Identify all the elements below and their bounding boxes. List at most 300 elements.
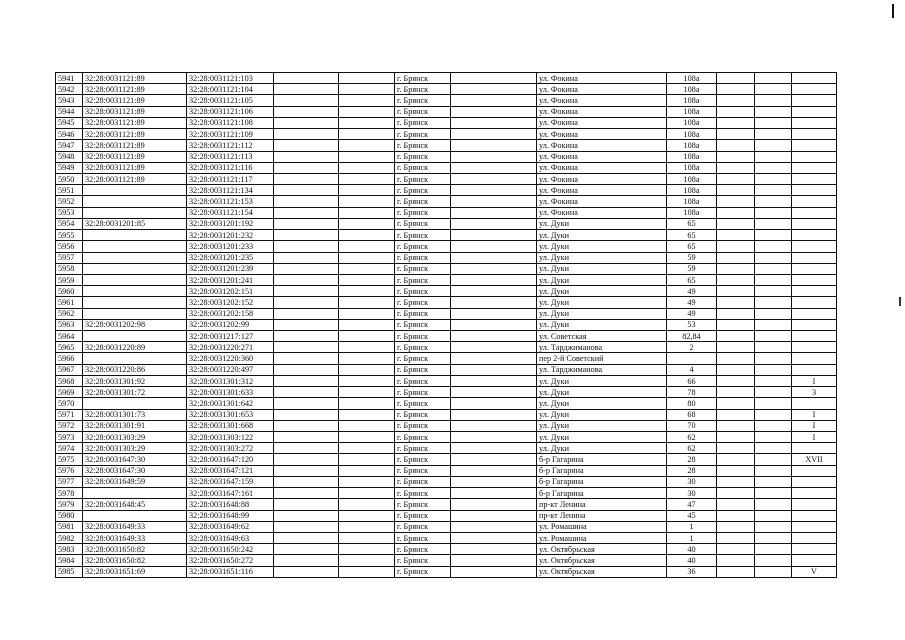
cadastral-number: 32:28:0031647:161: [187, 488, 274, 499]
empty-cell: [339, 185, 395, 196]
table-row: [56, 409, 837, 420]
empty-cell: [755, 117, 792, 128]
city-cell: г. Брянск: [395, 207, 451, 218]
house-number-cell: 49: [667, 297, 717, 308]
house-number-cell: 108а: [667, 73, 717, 84]
empty-cell: [717, 532, 755, 543]
parent-cadastral-number: 32:28:0031301:73: [83, 409, 187, 420]
street-cell: ул. Дуки: [537, 375, 667, 386]
empty-cell: [274, 375, 339, 386]
empty-cell: [755, 286, 792, 297]
parent-cadastral-number: [83, 331, 187, 342]
room-number-cell: [792, 218, 837, 229]
room-number-cell: [792, 510, 837, 521]
table-row: [56, 140, 837, 151]
empty-cell: [755, 375, 792, 386]
room-number-cell: [792, 73, 837, 84]
empty-cell: [755, 364, 792, 375]
empty-cell: [717, 207, 755, 218]
empty-cell: [451, 73, 537, 84]
empty-cell: [339, 319, 395, 330]
house-number-cell: 4: [667, 364, 717, 375]
empty-cell: [717, 297, 755, 308]
house-number-cell: [667, 353, 717, 364]
house-number-cell: 59: [667, 263, 717, 274]
empty-cell: [717, 409, 755, 420]
empty-cell: [339, 364, 395, 375]
street-cell: ул. Дуки: [537, 432, 667, 443]
parent-cadastral-number: 32:28:0031301:92: [83, 375, 187, 386]
empty-cell: [451, 95, 537, 106]
cadastral-number: 32:28:0031121:103: [187, 73, 274, 84]
table-row: [56, 274, 837, 285]
table-row: [56, 387, 837, 398]
empty-cell: [274, 409, 339, 420]
house-number-cell: 108а: [667, 117, 717, 128]
room-number-cell: [792, 263, 837, 274]
cadastral-number: 32:28:0031301:642: [187, 398, 274, 409]
empty-cell: [755, 342, 792, 353]
empty-cell: [274, 140, 339, 151]
empty-cell: [451, 263, 537, 274]
street-cell: ул. Дуки: [537, 286, 667, 297]
empty-cell: [755, 162, 792, 173]
cadastral-number: 32:28:0031220:360: [187, 353, 274, 364]
street-cell: б-р Гагарина: [537, 465, 667, 476]
room-number-cell: I: [792, 420, 837, 431]
street-cell: ул. Фокина: [537, 151, 667, 162]
empty-cell: [274, 364, 339, 375]
city-cell: г. Брянск: [395, 420, 451, 431]
empty-cell: [451, 319, 537, 330]
parent-cadastral-number: [83, 207, 187, 218]
parent-cadastral-number: 32:28:0031201:85: [83, 218, 187, 229]
table-row: [56, 297, 837, 308]
empty-cell: [717, 566, 755, 577]
empty-cell: [755, 151, 792, 162]
room-number-cell: [792, 331, 837, 342]
empty-cell: [339, 420, 395, 431]
city-cell: г. Брянск: [395, 106, 451, 117]
record-number: 5950: [56, 173, 83, 184]
empty-cell: [274, 196, 339, 207]
street-cell: ул. Фокина: [537, 73, 667, 84]
city-cell: г. Брянск: [395, 532, 451, 543]
table-row: [56, 319, 837, 330]
registry-body: [56, 73, 837, 578]
record-number: 5954: [56, 218, 83, 229]
empty-cell: [755, 140, 792, 151]
room-number-cell: [792, 95, 837, 106]
house-number-cell: 78: [667, 387, 717, 398]
empty-cell: [717, 544, 755, 555]
room-number-cell: I: [792, 409, 837, 420]
street-cell: ул. Дуки: [537, 297, 667, 308]
empty-cell: [755, 230, 792, 241]
room-number-cell: [792, 544, 837, 555]
city-cell: г. Брянск: [395, 555, 451, 566]
street-cell: ул. Дуки: [537, 308, 667, 319]
street-cell: ул. Фокина: [537, 173, 667, 184]
cadastral-number: 32:28:0031301:312: [187, 375, 274, 386]
cadastral-number: 32:28:0031651:116: [187, 566, 274, 577]
empty-cell: [755, 274, 792, 285]
empty-cell: [717, 454, 755, 465]
empty-cell: [451, 432, 537, 443]
cadastral-number: 32:28:0031648:88: [187, 499, 274, 510]
room-number-cell: [792, 364, 837, 375]
empty-cell: [755, 241, 792, 252]
empty-cell: [339, 443, 395, 454]
table-row: [56, 532, 837, 543]
record-number: 5971: [56, 409, 83, 420]
house-number-cell: 80: [667, 398, 717, 409]
parent-cadastral-number: 32:28:0031121:89: [83, 162, 187, 173]
empty-cell: [755, 499, 792, 510]
empty-cell: [451, 510, 537, 521]
city-cell: г. Брянск: [395, 129, 451, 140]
empty-cell: [451, 353, 537, 364]
record-number: 5958: [56, 263, 83, 274]
empty-cell: [339, 95, 395, 106]
empty-cell: [339, 555, 395, 566]
empty-cell: [339, 173, 395, 184]
empty-cell: [274, 454, 339, 465]
record-number: 5973: [56, 432, 83, 443]
empty-cell: [274, 331, 339, 342]
empty-cell: [274, 544, 339, 555]
house-number-cell: 68: [667, 409, 717, 420]
empty-cell: [274, 162, 339, 173]
record-number: 5972: [56, 420, 83, 431]
empty-cell: [451, 207, 537, 218]
room-number-cell: I: [792, 375, 837, 386]
empty-cell: [451, 409, 537, 420]
empty-cell: [717, 420, 755, 431]
empty-cell: [274, 263, 339, 274]
record-number: 5970: [56, 398, 83, 409]
empty-cell: [274, 151, 339, 162]
room-number-cell: [792, 252, 837, 263]
table-row: [56, 544, 837, 555]
empty-cell: [274, 432, 339, 443]
table-row: [56, 555, 837, 566]
room-number-cell: [792, 185, 837, 196]
house-number-cell: 28: [667, 454, 717, 465]
empty-cell: [717, 106, 755, 117]
cadastral-number: 32:28:0031121:134: [187, 185, 274, 196]
empty-cell: [274, 297, 339, 308]
empty-cell: [755, 544, 792, 555]
cadastral-number: 32:28:0031121:154: [187, 207, 274, 218]
empty-cell: [339, 286, 395, 297]
empty-cell: [717, 353, 755, 364]
empty-cell: [274, 443, 339, 454]
empty-cell: [717, 274, 755, 285]
city-cell: г. Брянск: [395, 84, 451, 95]
empty-cell: [274, 207, 339, 218]
empty-cell: [755, 510, 792, 521]
parent-cadastral-number: [83, 308, 187, 319]
street-cell: ул. Дуки: [537, 409, 667, 420]
record-number: 5949: [56, 162, 83, 173]
record-number: 5966: [56, 353, 83, 364]
empty-cell: [755, 263, 792, 274]
empty-cell: [339, 207, 395, 218]
empty-cell: [717, 196, 755, 207]
empty-cell: [339, 162, 395, 173]
empty-cell: [274, 387, 339, 398]
empty-cell: [451, 84, 537, 95]
record-number: 5977: [56, 476, 83, 487]
city-cell: г. Брянск: [395, 286, 451, 297]
empty-cell: [717, 398, 755, 409]
empty-cell: [274, 566, 339, 577]
cadastral-number: 32:28:0031220:271: [187, 342, 274, 353]
empty-cell: [339, 297, 395, 308]
empty-cell: [755, 387, 792, 398]
city-cell: г. Брянск: [395, 409, 451, 420]
registry-table: [55, 72, 837, 578]
city-cell: г. Брянск: [395, 241, 451, 252]
empty-cell: [274, 173, 339, 184]
empty-cell: [717, 432, 755, 443]
empty-cell: [717, 95, 755, 106]
room-number-cell: [792, 274, 837, 285]
record-number: 5979: [56, 499, 83, 510]
cadastral-number: 32:28:0031121:116: [187, 162, 274, 173]
empty-cell: [755, 555, 792, 566]
empty-cell: [451, 544, 537, 555]
house-number-cell: 47: [667, 499, 717, 510]
empty-cell: [717, 342, 755, 353]
city-cell: г. Брянск: [395, 476, 451, 487]
city-cell: г. Брянск: [395, 319, 451, 330]
empty-cell: [755, 566, 792, 577]
house-number-cell: 62: [667, 432, 717, 443]
street-cell: ул. Дуки: [537, 252, 667, 263]
record-number: 5963: [56, 319, 83, 330]
empty-cell: [274, 476, 339, 487]
empty-cell: [717, 476, 755, 487]
empty-cell: [339, 409, 395, 420]
parent-cadastral-number: 32:28:0031647:30: [83, 454, 187, 465]
empty-cell: [451, 398, 537, 409]
empty-cell: [451, 308, 537, 319]
parent-cadastral-number: 32:28:0031121:89: [83, 173, 187, 184]
street-cell: ул. Дуки: [537, 263, 667, 274]
city-cell: г. Брянск: [395, 151, 451, 162]
empty-cell: [451, 555, 537, 566]
empty-cell: [451, 499, 537, 510]
empty-cell: [451, 230, 537, 241]
empty-cell: [274, 488, 339, 499]
empty-cell: [755, 207, 792, 218]
empty-cell: [717, 465, 755, 476]
room-number-cell: [792, 443, 837, 454]
empty-cell: [274, 274, 339, 285]
parent-cadastral-number: 32:28:0031650:82: [83, 555, 187, 566]
empty-cell: [339, 499, 395, 510]
parent-cadastral-number: [83, 241, 187, 252]
cadastral-number: 32:28:0031201:232: [187, 230, 274, 241]
room-number-cell: 3: [792, 387, 837, 398]
cadastral-number: 32:28:0031301:653: [187, 409, 274, 420]
empty-cell: [717, 308, 755, 319]
empty-cell: [717, 230, 755, 241]
table-row: [56, 342, 837, 353]
empty-cell: [717, 129, 755, 140]
house-number-cell: 40: [667, 555, 717, 566]
parent-cadastral-number: 32:28:0031649:33: [83, 532, 187, 543]
parent-cadastral-number: [83, 488, 187, 499]
table-row: [56, 375, 837, 386]
city-cell: г. Брянск: [395, 95, 451, 106]
city-cell: г. Брянск: [395, 499, 451, 510]
street-cell: ул. Дуки: [537, 398, 667, 409]
record-number: 5985: [56, 566, 83, 577]
empty-cell: [339, 342, 395, 353]
street-cell: ул. Дуки: [537, 319, 667, 330]
table-row: [56, 252, 837, 263]
empty-cell: [451, 364, 537, 375]
parent-cadastral-number: 32:28:0031303:29: [83, 443, 187, 454]
record-number: 5946: [56, 129, 83, 140]
empty-cell: [451, 129, 537, 140]
empty-cell: [451, 476, 537, 487]
street-cell: ул. Фокина: [537, 129, 667, 140]
empty-cell: [755, 476, 792, 487]
street-cell: ул. Фокина: [537, 117, 667, 128]
house-number-cell: 82,84: [667, 331, 717, 342]
city-cell: г. Брянск: [395, 510, 451, 521]
room-number-cell: XVII: [792, 454, 837, 465]
empty-cell: [339, 84, 395, 95]
empty-cell: [451, 375, 537, 386]
empty-cell: [339, 432, 395, 443]
empty-cell: [339, 241, 395, 252]
room-number-cell: [792, 297, 837, 308]
empty-cell: [717, 331, 755, 342]
parent-cadastral-number: [83, 252, 187, 263]
parent-cadastral-number: [83, 398, 187, 409]
parent-cadastral-number: [83, 230, 187, 241]
house-number-cell: 70: [667, 420, 717, 431]
room-number-cell: [792, 532, 837, 543]
table-row: [56, 185, 837, 196]
empty-cell: [339, 331, 395, 342]
empty-cell: [755, 185, 792, 196]
table-row: [56, 510, 837, 521]
page-edge-mark: [892, 4, 894, 18]
empty-cell: [451, 117, 537, 128]
empty-cell: [755, 218, 792, 229]
empty-cell: [717, 173, 755, 184]
empty-cell: [755, 488, 792, 499]
parent-cadastral-number: 32:28:0031202:98: [83, 319, 187, 330]
table-row: [56, 196, 837, 207]
empty-cell: [274, 555, 339, 566]
table-row: [56, 173, 837, 184]
empty-cell: [339, 196, 395, 207]
empty-cell: [451, 274, 537, 285]
record-number: 5942: [56, 84, 83, 95]
street-cell: ул. Фокина: [537, 207, 667, 218]
empty-cell: [451, 443, 537, 454]
empty-cell: [451, 162, 537, 173]
empty-cell: [339, 308, 395, 319]
empty-cell: [717, 162, 755, 173]
record-number: 5983: [56, 544, 83, 555]
record-number: 5976: [56, 465, 83, 476]
empty-cell: [339, 566, 395, 577]
parent-cadastral-number: 32:28:0031121:89: [83, 129, 187, 140]
city-cell: г. Брянск: [395, 230, 451, 241]
empty-cell: [451, 140, 537, 151]
page-edge-mark: [899, 297, 901, 306]
empty-cell: [339, 387, 395, 398]
empty-cell: [274, 308, 339, 319]
room-number-cell: [792, 241, 837, 252]
room-number-cell: [792, 207, 837, 218]
empty-cell: [755, 84, 792, 95]
empty-cell: [274, 241, 339, 252]
room-number-cell: [792, 230, 837, 241]
empty-cell: [717, 73, 755, 84]
house-number-cell: 65: [667, 218, 717, 229]
parent-cadastral-number: 32:28:0031121:89: [83, 84, 187, 95]
empty-cell: [339, 129, 395, 140]
house-number-cell: 40: [667, 544, 717, 555]
parent-cadastral-number: 32:28:0031121:89: [83, 140, 187, 151]
record-number: 5941: [56, 73, 83, 84]
city-cell: г. Брянск: [395, 308, 451, 319]
house-number-cell: 62: [667, 443, 717, 454]
empty-cell: [274, 185, 339, 196]
record-number: 5968: [56, 375, 83, 386]
table-row: [56, 432, 837, 443]
city-cell: г. Брянск: [395, 353, 451, 364]
empty-cell: [339, 353, 395, 364]
street-cell: ул. Дуки: [537, 420, 667, 431]
house-number-cell: 108а: [667, 162, 717, 173]
house-number-cell: 108а: [667, 95, 717, 106]
room-number-cell: [792, 499, 837, 510]
cadastral-number: 32:28:0031121:153: [187, 196, 274, 207]
empty-cell: [339, 117, 395, 128]
cadastral-number: 32:28:0031301:668: [187, 420, 274, 431]
city-cell: г. Брянск: [395, 252, 451, 263]
empty-cell: [717, 241, 755, 252]
empty-cell: [339, 151, 395, 162]
cadastral-number: 32:28:0031649:63: [187, 532, 274, 543]
empty-cell: [755, 454, 792, 465]
empty-cell: [274, 117, 339, 128]
city-cell: г. Брянск: [395, 73, 451, 84]
house-number-cell: 30: [667, 488, 717, 499]
table-row: [56, 353, 837, 364]
house-number-cell: 66: [667, 375, 717, 386]
house-number-cell: 1: [667, 521, 717, 532]
house-number-cell: 45: [667, 510, 717, 521]
empty-cell: [717, 387, 755, 398]
empty-cell: [717, 151, 755, 162]
record-number: 5975: [56, 454, 83, 465]
table-row: [56, 162, 837, 173]
empty-cell: [717, 218, 755, 229]
record-number: 5982: [56, 532, 83, 543]
house-number-cell: 49: [667, 308, 717, 319]
